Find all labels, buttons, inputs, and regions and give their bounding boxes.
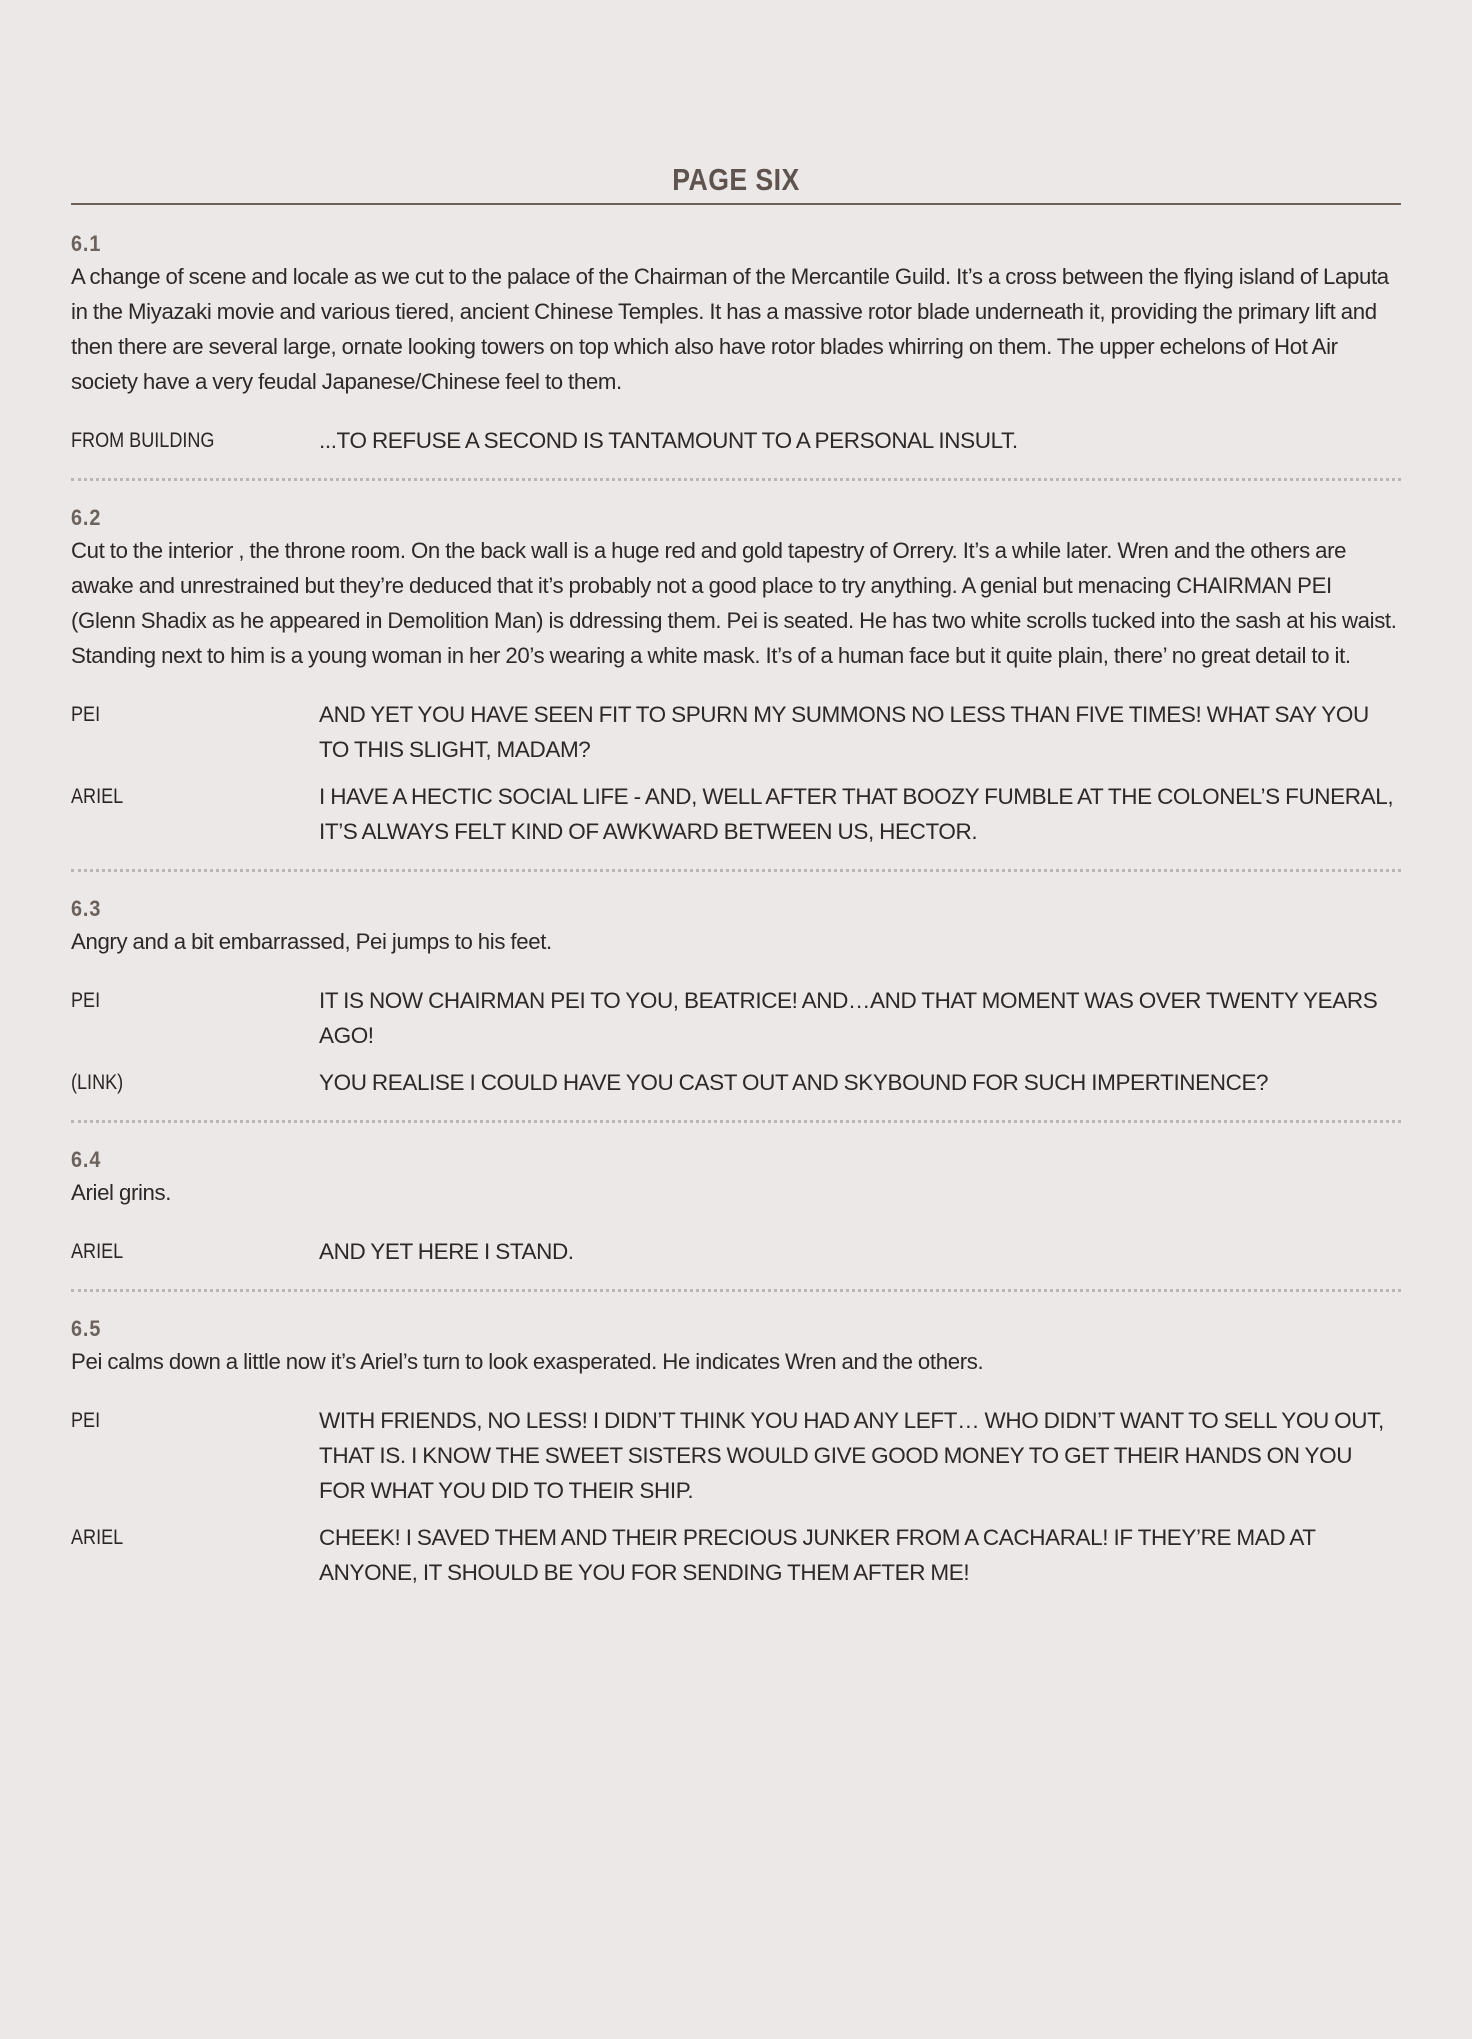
dialogue-block xyxy=(71,423,1401,458)
speaker-name: PEI xyxy=(71,989,101,1012)
dialogue-line xyxy=(71,1065,1401,1100)
panel-6-2 xyxy=(71,481,1401,869)
speaker-name: ARIEL xyxy=(71,1526,124,1549)
speaker-name: ARIEL xyxy=(71,1240,124,1263)
panel-description: Pei calms down a little now it’s Ariel’s turn to look exasperated. He indicates Wren and the others. xyxy=(71,1349,984,1374)
speech-text: AND YET YOU HAVE SEEN FIT TO SPURN MY SUMMONS NO LESS THAN FIVE TIMES! WHAT SAY YOU TO THIS SLIGHT, MADAM? xyxy=(319,702,1369,762)
dialogue-line xyxy=(71,779,1401,849)
dialogue-block xyxy=(71,1234,1401,1269)
dialogue-line xyxy=(71,423,1401,458)
speaker-name: PEI xyxy=(71,1409,101,1432)
panel-6-4 xyxy=(71,1123,1401,1289)
script-page xyxy=(71,160,1401,1610)
dialogue-line xyxy=(71,1403,1401,1508)
speaker-name: PEI xyxy=(71,703,101,726)
speech-text: YOU REALISE I COULD HAVE YOU CAST OUT AND SKYBOUND FOR SUCH IMPERTINENCE? xyxy=(319,1070,1269,1095)
speaker-name: (LINK) xyxy=(71,1071,124,1094)
dialogue-block xyxy=(71,697,1401,849)
dialogue-line xyxy=(71,697,1401,767)
dialogue-line xyxy=(71,1234,1401,1269)
dialogue-block xyxy=(71,1403,1401,1590)
panel-6-1 xyxy=(71,205,1401,478)
dialogue-line xyxy=(71,1520,1401,1590)
panel-description: Angry and a bit embarrassed, Pei jumps to his feet. xyxy=(71,929,552,954)
panel-number: 6.2 xyxy=(71,505,102,530)
panel-number: 6.4 xyxy=(71,1147,102,1172)
panel-6-5 xyxy=(71,1292,1401,1610)
panel-description: A change of scene and locale as we cut to the palace of the Chairman of the Mercantile Guild. It’s a cross between the flying island of Laputa in the Miyazaki movie and various tiered, ancient Chinese Temples. It has a massive rotor blade underneath it, providing the primary lift and then there are several large, ornate looking towers on top which also have rotor blades whirring on them. The upper echelons of Hot Air society have a very feudal Japanese/Chinese feel to them. xyxy=(71,264,1389,394)
speech-text: AND YET HERE I STAND. xyxy=(319,1239,574,1264)
dialogue-line xyxy=(71,983,1401,1053)
dialogue-block xyxy=(71,983,1401,1100)
panel-6-3 xyxy=(71,872,1401,1120)
panel-description: Cut to the interior , the throne room. On the back wall is a huge red and gold tapestry of Orrery. It’s a while later. Wren and the others are awake and unrestrained but they’re deduced that it’s probably not a good place to try anything. A genial but menacing CHAIRMAN PEI (Glenn Shadix as he appeared in Demolition Man) is ddressing them. Pei is seated. He has two white scrolls tucked into the sash at his waist. Standing next to him is a young woman in her 20’s wearing a white mask. It’s of a human face but it quite plain, there’ no great detail to it. xyxy=(71,538,1397,668)
speech-text: CHEEK! I SAVED THEM AND THEIR PRECIOUS JUNKER FROM A CACHARAL! IF THEY’RE MAD AT ANYONE, IT SHOULD BE YOU FOR SENDING THEM AFTER ME! xyxy=(319,1525,1316,1585)
speaker-name: ARIEL xyxy=(71,785,124,808)
speech-text: ...TO REFUSE A SECOND IS TANTAMOUNT TO A PERSONAL INSULT. xyxy=(319,428,1018,453)
speech-text: IT IS NOW CHAIRMAN PEI TO YOU, BEATRICE! AND…AND THAT MOMENT WAS OVER TWENTY YEARS AGO! xyxy=(319,988,1378,1048)
panel-description: Ariel grins. xyxy=(71,1180,172,1205)
panel-number: 6.3 xyxy=(71,896,102,921)
speaker-name: FROM BUILDING xyxy=(71,429,215,452)
panel-number: 6.1 xyxy=(71,231,102,256)
page-title: PAGE SIX xyxy=(672,162,800,197)
speech-text: I HAVE A HECTIC SOCIAL LIFE - AND, WELL AFTER THAT BOOZY FUMBLE AT THE COLONEL’S FUNERAL, IT’S ALWAYS FELT KIND OF AWKWARD BETWEEN US, HECTOR. xyxy=(319,784,1394,844)
speech-text: WITH FRIENDS, NO LESS! I DIDN’T THINK YOU HAD ANY LEFT… WHO DIDN’T WANT TO SELL YOU OUT, THAT IS. I KNOW THE SWEET SISTERS WOULD GIVE GOOD MONEY TO GET THEIR HANDS ON YOU FOR WHAT YOU DID TO THEIR SHIP. xyxy=(319,1408,1384,1503)
panel-number: 6.5 xyxy=(71,1316,102,1341)
